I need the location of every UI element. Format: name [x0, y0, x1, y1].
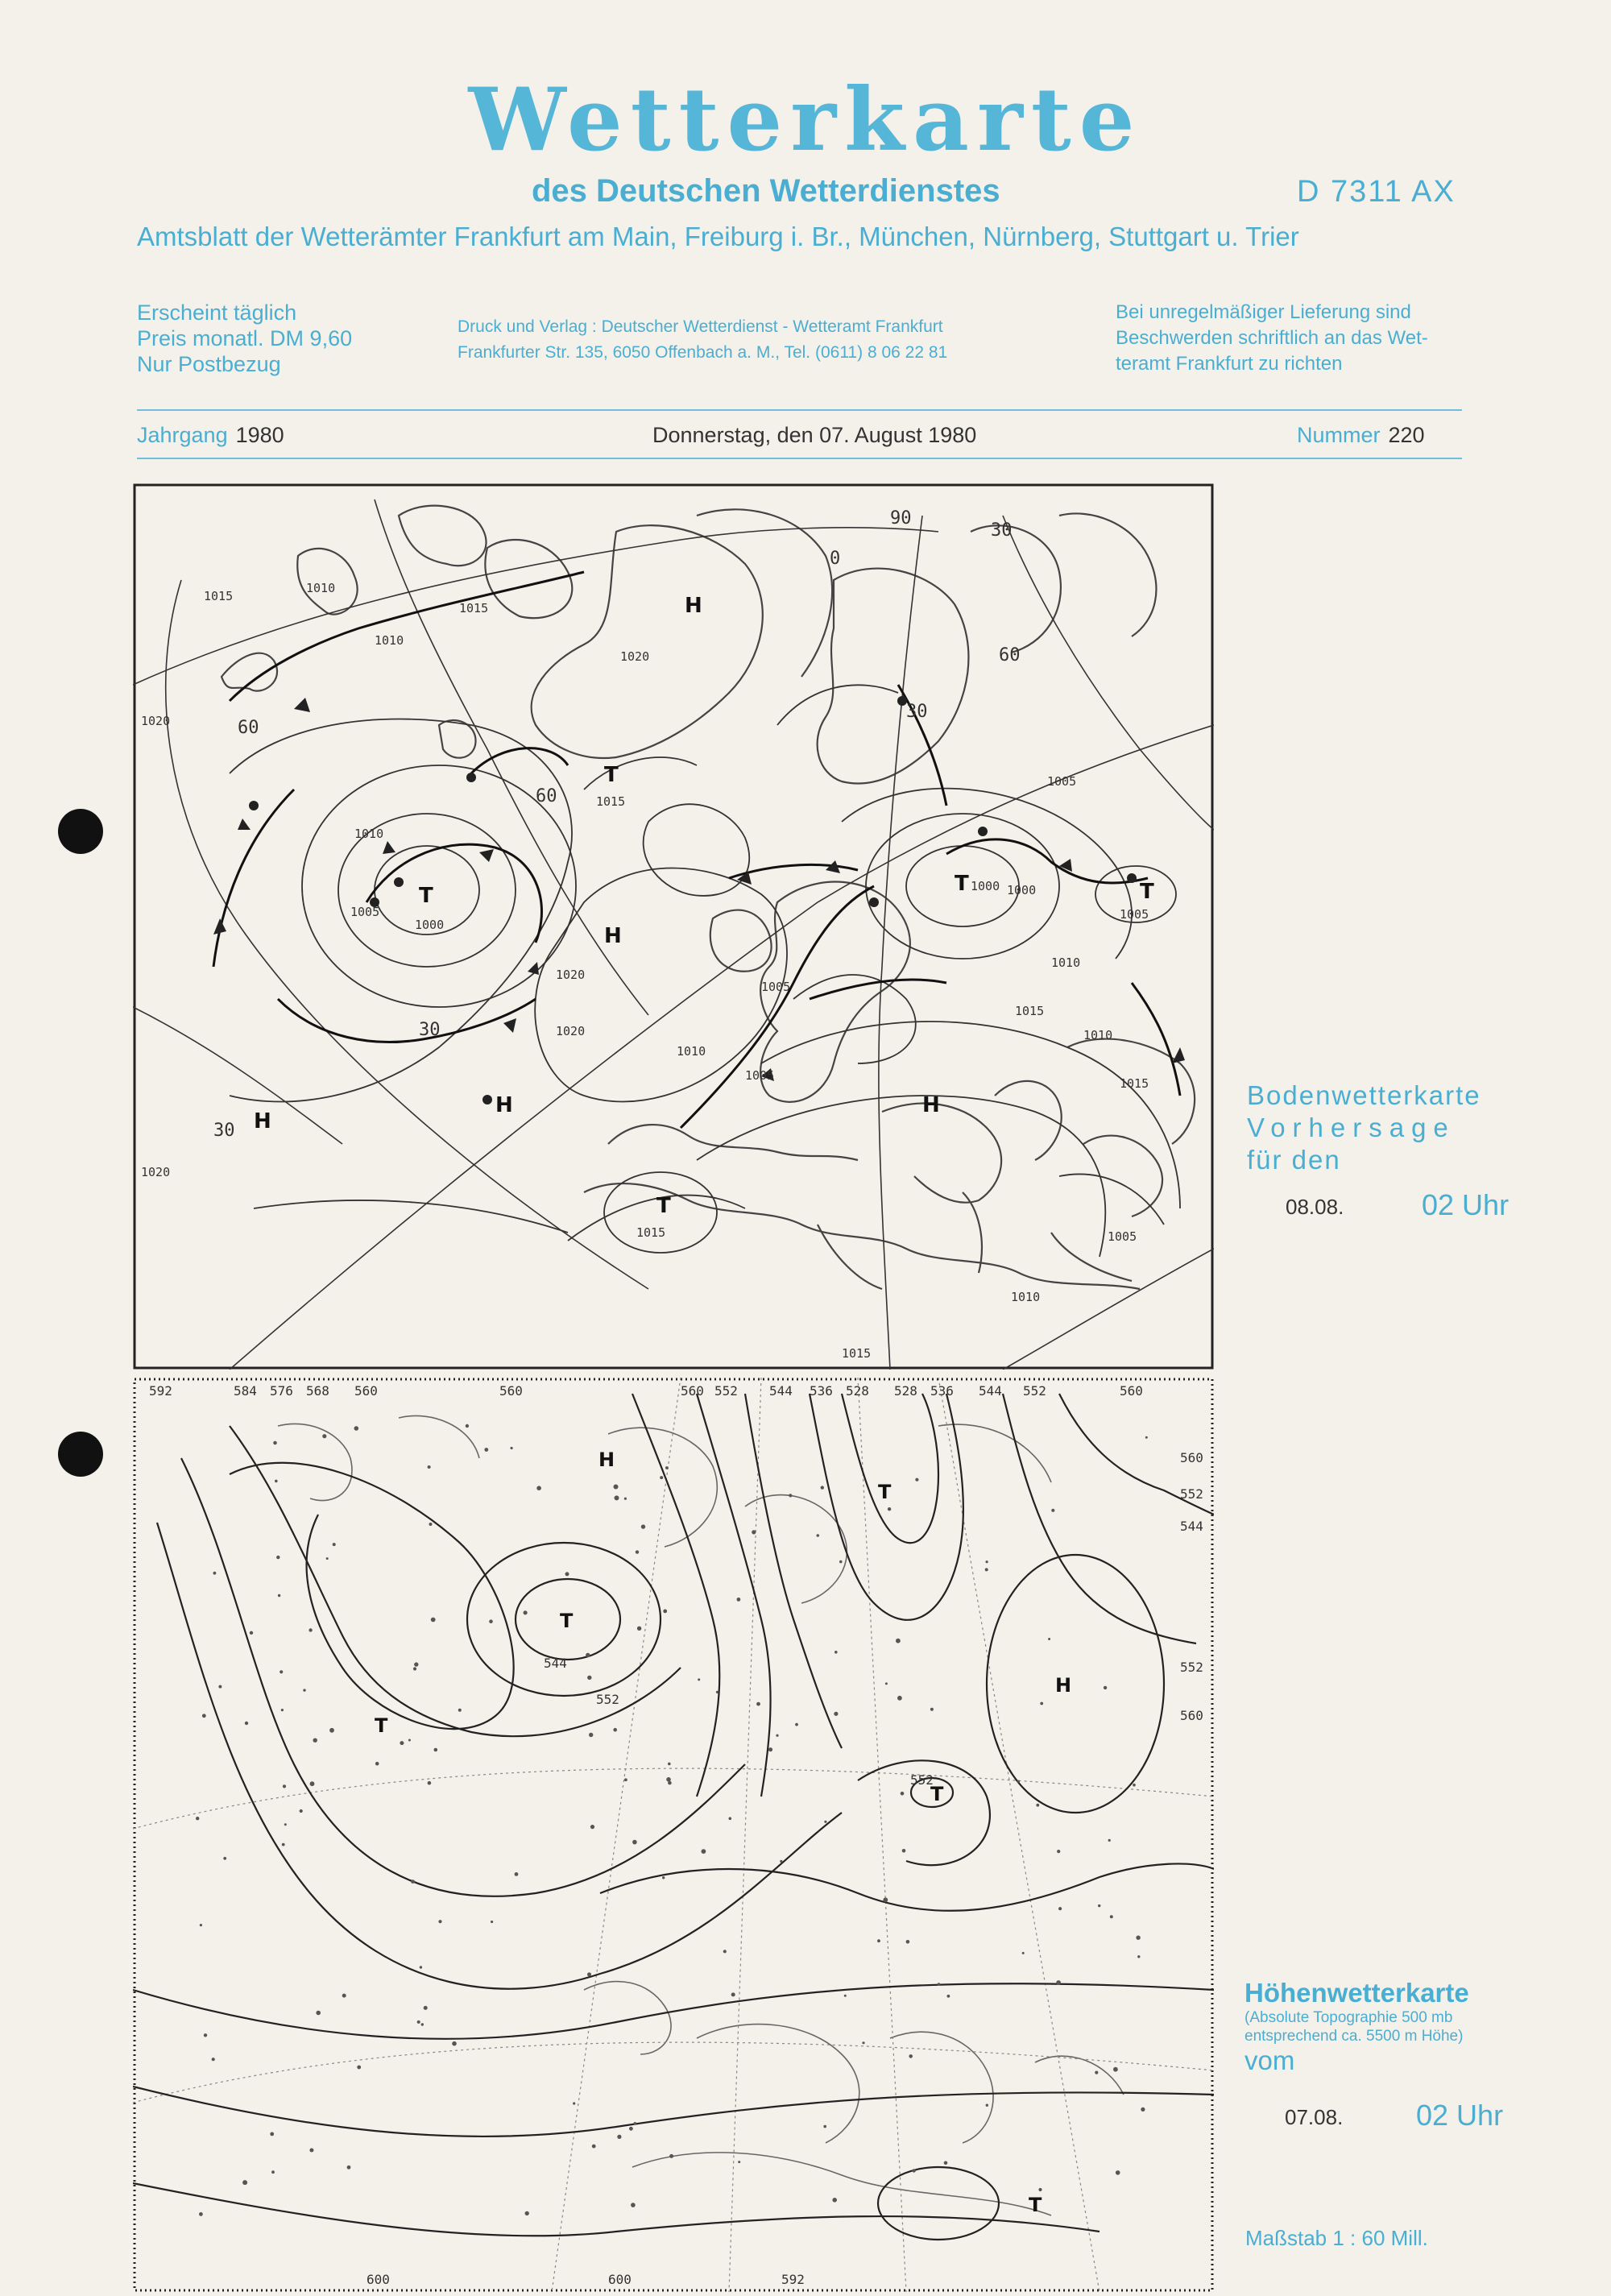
station-dot — [614, 1485, 619, 1490]
station-dot — [723, 1950, 727, 1953]
station-dot — [354, 1426, 359, 1431]
station-dot — [1048, 1638, 1050, 1640]
station-dot — [909, 2054, 913, 2058]
isobar-value: 1010 — [1083, 1028, 1113, 1042]
station-dot — [275, 1480, 278, 1483]
contour-value: 600 — [608, 2272, 632, 2287]
isobar-value: 1015 — [842, 1346, 872, 1361]
caption-note: entsprechend ca. 5500 m Höhe) — [1244, 2028, 1464, 2045]
longitude-value: 30 — [991, 520, 1013, 541]
station-dot — [629, 2127, 633, 2131]
station-dot — [1057, 1850, 1060, 1853]
isobar-value: 1010 — [1011, 1290, 1041, 1304]
isobar-value: 1015 — [596, 794, 626, 809]
station-dot — [400, 1741, 404, 1745]
station-dot — [624, 1778, 627, 1781]
low-center: T — [604, 763, 619, 787]
low-center: T — [419, 884, 433, 908]
high-center: H — [922, 1093, 940, 1117]
upper-map-caption — [1244, 1978, 1469, 2076]
subscription-line: Preis monatl. DM 9,60 — [137, 326, 353, 350]
station-dot — [1136, 1936, 1140, 1940]
isobar-value: 1010 — [1051, 955, 1081, 970]
station-dot — [458, 1709, 462, 1712]
station-dot — [408, 1739, 411, 1742]
station-dot — [665, 1466, 669, 1469]
low-center: T — [560, 1610, 574, 1632]
isobar-value: 1015 — [1120, 1076, 1149, 1091]
contour-value: 560 — [681, 1383, 704, 1399]
isobar-value: 1000 — [415, 918, 445, 932]
station-dot — [242, 2180, 247, 2185]
station-dot — [413, 1667, 416, 1670]
issue-number-field — [1297, 423, 1425, 448]
height-centers — [375, 1448, 1071, 2216]
upper-map-drawing — [133, 1378, 1214, 2292]
low-center: T — [930, 1783, 944, 1805]
station-dot — [223, 1857, 226, 1860]
station-dot — [375, 1762, 379, 1766]
station-dot — [536, 1486, 541, 1490]
latitude-value: 60 — [536, 786, 557, 806]
surface-map-caption — [1247, 1080, 1481, 1176]
station-dot — [329, 1728, 334, 1733]
subscription-info — [137, 300, 352, 377]
latitude-value: 60 — [999, 645, 1021, 665]
year-field — [137, 423, 284, 448]
station-dot — [342, 1994, 346, 1998]
station-dot — [316, 2011, 321, 2016]
caption-line: Vorhersage — [1247, 1113, 1456, 1142]
low-center: T — [1140, 880, 1154, 904]
station-dot — [322, 1434, 326, 1438]
station-dot — [200, 1924, 202, 1926]
punch-hole — [58, 1432, 103, 1477]
station-dot — [424, 2006, 428, 2010]
caption-line: Bodenwetterkarte — [1247, 1080, 1481, 1110]
station-dot — [832, 2198, 837, 2203]
caption-vom: vom — [1244, 2045, 1295, 2075]
isobar-value: 1000 — [971, 879, 1000, 893]
contour-value: 560 — [499, 1383, 523, 1399]
contour-value: 544 — [769, 1383, 793, 1399]
station-dot — [202, 1714, 206, 1718]
contour-value: 528 — [894, 1383, 917, 1399]
station-dot — [524, 1610, 528, 1614]
isobar-value: 1005 — [761, 980, 791, 994]
coastlines — [222, 506, 1195, 1289]
contour-value: 544 — [1180, 1519, 1203, 1534]
station-dot — [1113, 2067, 1118, 2072]
station-dot — [1056, 1980, 1061, 1985]
station-dot — [417, 2020, 420, 2024]
station-dot — [421, 2023, 424, 2025]
station-dot — [817, 1534, 820, 1537]
station-dot — [525, 2211, 529, 2215]
latitude-value: 30 — [213, 1121, 235, 1141]
station-dot — [613, 1728, 617, 1732]
station-dot — [1017, 1780, 1020, 1783]
contour-value: 560 — [1120, 1383, 1143, 1399]
isobar-value: 1020 — [620, 649, 650, 664]
station-dot — [491, 1921, 493, 1923]
station-dot — [716, 1691, 719, 1693]
station-dot — [938, 1983, 941, 1986]
isobars — [230, 685, 1180, 1257]
station-dot — [280, 1670, 283, 1673]
low-center: T — [1029, 2194, 1042, 2216]
front-symbols — [213, 696, 1185, 1104]
station-dot — [434, 1748, 438, 1752]
publisher-line: Frankfurter Str. 135, 6050 Offenbach a. M., Tel. (0611) 8 06 22 81 — [458, 343, 948, 362]
station-dot — [731, 1992, 735, 1996]
surface-forecast-hour: 02 Uhr — [1422, 1188, 1510, 1221]
station-dot — [1145, 1436, 1148, 1439]
station-dot — [668, 1763, 671, 1766]
caption-note: (Absolute Topographie 500 mb — [1244, 2009, 1453, 2026]
station-dot — [592, 2145, 596, 2149]
station-dot — [1098, 1904, 1100, 1907]
station-dot — [1133, 1784, 1136, 1787]
height-contours — [133, 1394, 1214, 2240]
station-dot — [634, 2122, 636, 2124]
station-dot — [944, 2161, 948, 2165]
contour-value: 528 — [846, 1383, 869, 1399]
station-plots — [196, 1424, 1148, 2216]
low-center: T — [656, 1194, 671, 1218]
station-dot — [411, 1879, 415, 1884]
station-dot — [776, 1734, 778, 1737]
station-dot — [912, 2169, 915, 2172]
station-dot — [313, 1739, 317, 1743]
isobar-value: 1015 — [636, 1225, 666, 1240]
station-dot — [281, 1709, 284, 1711]
station-dot — [420, 1966, 422, 1968]
station-dot — [309, 2149, 313, 2153]
station-dot — [466, 1424, 469, 1428]
station-dot — [428, 1781, 432, 1785]
station-dot — [347, 2165, 351, 2170]
station-dot — [1022, 1952, 1025, 1954]
station-dot — [1038, 2188, 1042, 2191]
contour-value: 552 — [714, 1383, 738, 1399]
station-dot — [862, 2041, 864, 2044]
station-dot — [1058, 1907, 1062, 1910]
isobar-values — [141, 581, 1149, 1361]
station-dot — [282, 1843, 285, 1846]
station-dot — [573, 2102, 575, 2104]
station-dot — [309, 1628, 312, 1631]
station-dot — [489, 1619, 493, 1623]
contour-value: 552 — [1023, 1383, 1046, 1399]
isobar-value: 1010 — [677, 1044, 706, 1059]
station-dot — [669, 2154, 673, 2158]
map-scale: Maßstab 1 : 60 Mill. — [1245, 2226, 1428, 2250]
station-dot — [1116, 2170, 1120, 2175]
high-center: H — [254, 1109, 271, 1133]
contour-value: 552 — [1180, 1486, 1203, 1502]
contour-value: 552 — [596, 1692, 619, 1707]
upper-air-map — [133, 1378, 1214, 2292]
caption-line: für den — [1247, 1145, 1341, 1175]
station-dot — [276, 1556, 280, 1559]
number-value: 220 — [1388, 423, 1425, 447]
contour-value: 576 — [270, 1383, 293, 1399]
station-dot — [429, 1523, 433, 1526]
station-dot — [824, 1821, 826, 1823]
contour-value: 568 — [306, 1383, 329, 1399]
caption-title: Höhenwetterkarte — [1244, 1978, 1469, 2008]
header-rule — [137, 409, 1462, 411]
station-dot — [930, 1708, 934, 1711]
station-dot — [915, 1478, 918, 1482]
station-dot — [844, 1995, 847, 1997]
latitude-value: 60 — [238, 718, 259, 738]
isobar-value: 1010 — [375, 633, 404, 648]
station-dot — [901, 1792, 905, 1796]
station-dot — [1110, 1915, 1113, 1918]
contour-value: 544 — [979, 1383, 1002, 1399]
station-dot — [431, 1618, 436, 1623]
contour-value: 536 — [810, 1383, 833, 1399]
station-dot — [1095, 2071, 1098, 2074]
station-dot — [896, 1639, 901, 1643]
station-dot — [631, 2203, 636, 2207]
coastlines — [278, 1415, 1124, 2215]
complaint-line: Bei unregelmäßiger Lieferung sind — [1116, 301, 1411, 323]
year-value: 1980 — [235, 423, 284, 447]
graticule — [133, 1378, 1214, 2292]
header-rule — [137, 458, 1462, 459]
station-dot — [885, 1682, 888, 1685]
latitude-value: 30 — [906, 702, 928, 722]
station-dot — [428, 1465, 431, 1469]
publisher-line: Druck und Verlag : Deutscher Wetterdienst - Wetteramt Frankfurt — [458, 317, 943, 336]
station-dot — [273, 1441, 277, 1445]
station-dot — [729, 1817, 732, 1821]
graticule-values — [213, 508, 1021, 1141]
station-dot — [1108, 1839, 1111, 1842]
station-dot — [587, 1972, 591, 1976]
issue-code: D 7311 AX — [1297, 175, 1456, 209]
isobar-value: 1005 — [1108, 1229, 1137, 1244]
isobar-value: 1005 — [1120, 907, 1149, 922]
station-dot — [1040, 1702, 1043, 1705]
station-dot — [947, 1995, 950, 1998]
station-dot — [270, 2132, 274, 2136]
isobar-value: 1015 — [459, 601, 489, 615]
contour-values — [149, 1383, 1203, 2287]
station-dot — [589, 1733, 593, 1737]
station-dot — [199, 2212, 203, 2216]
upper-map-date: 07.08. — [1285, 2105, 1344, 2129]
newspaper-title: Wetterkarte — [468, 69, 1143, 171]
station-dot — [756, 1702, 760, 1706]
upper-map-hour: 02 Uhr — [1416, 2099, 1504, 2132]
station-dot — [511, 1447, 513, 1449]
station-dot — [632, 1840, 637, 1845]
low-center: T — [878, 1481, 892, 1503]
publisher-info — [458, 314, 947, 366]
low-center: T — [375, 1714, 388, 1737]
longitude-value: 90 — [890, 508, 912, 528]
station-dot — [590, 1825, 594, 1829]
contour-value: 584 — [234, 1383, 257, 1399]
pressure-centers — [254, 594, 1154, 1218]
station-dot — [877, 1939, 880, 1942]
station-dot — [902, 1849, 906, 1853]
station-dot — [883, 1897, 888, 1902]
station-dot — [660, 1476, 663, 1479]
station-dot — [196, 1817, 199, 1820]
station-dot — [834, 1651, 838, 1654]
newspaper-subtitle: des Deutschen Wetterdienstes — [532, 173, 1000, 209]
station-dot — [333, 1543, 336, 1546]
year-label: Jahrgang — [137, 423, 228, 447]
station-dot — [663, 1610, 667, 1614]
high-center: H — [1055, 1674, 1072, 1697]
isobar-value: 1000 — [1007, 883, 1037, 897]
isobar-value: 1010 — [354, 827, 384, 841]
subscription-line: Nur Postbezug — [137, 352, 281, 376]
contour-value: 536 — [930, 1383, 954, 1399]
isobar-value: 1020 — [141, 714, 171, 728]
station-dot — [906, 1940, 910, 1944]
surface-map-drawing — [133, 483, 1214, 1370]
station-dot — [752, 1530, 756, 1534]
contour-value: 600 — [367, 2272, 390, 2287]
isobar-value: 1020 — [556, 1024, 586, 1038]
station-dot — [1141, 2107, 1145, 2112]
station-dot — [284, 1823, 287, 1826]
high-center: H — [685, 594, 702, 618]
high-center: H — [495, 1093, 513, 1117]
station-dot — [300, 1809, 303, 1813]
station-dot — [515, 1872, 519, 1876]
contour-value: 560 — [354, 1383, 378, 1399]
station-dot — [823, 2125, 826, 2128]
station-dot — [278, 1594, 280, 1597]
station-dot — [839, 1560, 843, 1564]
station-dot — [662, 1876, 665, 1879]
high-center: H — [598, 1448, 615, 1471]
station-dot — [565, 1572, 569, 1576]
station-dot — [641, 1524, 645, 1528]
station-dot — [484, 1448, 488, 1452]
station-dot — [245, 1722, 248, 1725]
complaint-line: Beschwerden schriftlich an das Wet- — [1116, 327, 1428, 349]
surface-weather-map — [133, 483, 1214, 1370]
station-dot — [357, 2066, 361, 2070]
station-dot — [738, 2161, 740, 2163]
contour-value: 592 — [149, 1383, 172, 1399]
station-dot — [271, 2170, 275, 2174]
station-dot — [666, 1777, 671, 1782]
station-dot — [624, 1498, 627, 1500]
station-dot — [636, 1550, 639, 1553]
station-dot — [821, 1486, 824, 1489]
station-dot — [310, 1781, 315, 1786]
punch-hole — [58, 809, 103, 854]
contour-value: 560 — [1180, 1450, 1203, 1465]
isobar-value: 1005 — [350, 905, 380, 919]
contour-value: 552 — [1180, 1660, 1203, 1675]
station-dot — [780, 1860, 782, 1863]
low-center: T — [955, 872, 969, 896]
station-dot — [888, 1507, 891, 1511]
station-dot — [204, 2033, 207, 2037]
station-dot — [986, 2104, 988, 2107]
station-dot — [617, 2135, 621, 2139]
station-dot — [452, 2041, 457, 2046]
isobar-value: 1010 — [306, 581, 336, 595]
isobar-value: 1015 — [1015, 1004, 1045, 1018]
issue-date: Donnerstag, den 07. August 1980 — [652, 423, 977, 447]
station-dot — [702, 1849, 706, 1854]
station-dot — [1137, 1955, 1140, 1958]
station-dot — [250, 1631, 253, 1635]
station-dot — [212, 2058, 215, 2061]
station-dot — [668, 1781, 672, 1785]
number-label: Nummer — [1297, 423, 1381, 447]
station-dot — [438, 1920, 441, 1923]
station-dot — [1051, 1509, 1054, 1512]
station-dot — [986, 1560, 988, 1563]
station-dot — [795, 1723, 798, 1726]
station-dot — [897, 1696, 902, 1701]
station-dot — [1036, 1804, 1039, 1807]
isobar-value: 1005 — [1047, 774, 1077, 789]
station-dot — [414, 1662, 418, 1666]
contour-value: 592 — [781, 2272, 805, 2287]
graticule — [133, 499, 1214, 1370]
latitude-value: 30 — [419, 1020, 441, 1040]
station-dot — [303, 1689, 305, 1691]
station-dot — [213, 1572, 217, 1575]
surface-forecast-date: 08.08. — [1286, 1195, 1344, 1219]
subscription-line: Erscheint täglich — [137, 300, 297, 325]
station-dot — [698, 1678, 700, 1681]
contour-value: 544 — [544, 1656, 567, 1671]
isobar-value: 1015 — [204, 589, 234, 603]
station-dot — [1104, 1686, 1107, 1689]
contour-value: 560 — [1180, 1708, 1203, 1723]
station-dot — [637, 1627, 641, 1631]
gazette-line: Amtsblatt der Wetterämter Frankfurt am Main, Freiburg i. Br., München, Nürnberg, Stuttgart u. Trier — [137, 222, 1299, 251]
station-dot — [985, 1568, 988, 1571]
high-center: H — [604, 924, 622, 948]
isobar-value: 1020 — [141, 1165, 171, 1179]
station-dot — [283, 1784, 286, 1788]
station-dot — [587, 1676, 591, 1680]
isobar-value: 1020 — [556, 968, 586, 982]
contour-value: 552 — [910, 1772, 934, 1788]
station-dot — [218, 1685, 222, 1689]
station-dot — [586, 1653, 590, 1657]
station-dot — [737, 1598, 741, 1602]
isobar-value: 1005 — [745, 1068, 775, 1083]
complaint-info — [1116, 300, 1428, 377]
complaint-line: teramt Frankfurt zu richten — [1116, 353, 1343, 375]
station-dot — [615, 1495, 619, 1500]
station-dot — [789, 1494, 792, 1497]
station-dot — [326, 1557, 329, 1560]
longitude-value: 0 — [830, 549, 841, 569]
station-dot — [834, 1712, 838, 1716]
station-dot — [768, 1747, 772, 1751]
